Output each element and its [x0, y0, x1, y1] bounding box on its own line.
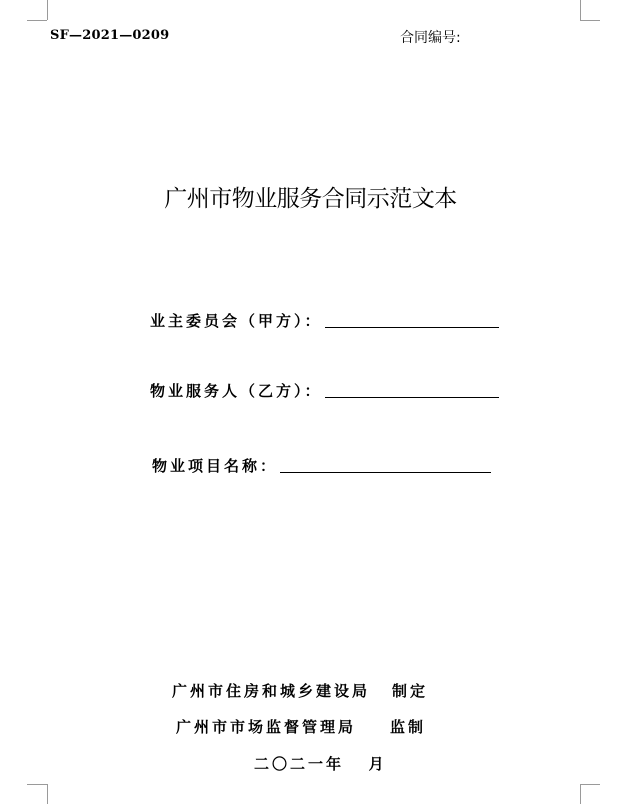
crop-mark-top-right-v: [580, 0, 581, 20]
issue-date: 二〇二一年 月: [254, 755, 387, 773]
crop-mark-bottom-left-h: [27, 784, 47, 785]
property-project-name-label: 物业项目名称：: [152, 457, 279, 475]
supervisor-name: 广州市市场监督管理局: [176, 718, 357, 736]
crop-mark-top-left-v: [47, 0, 48, 20]
property-project-name-field: [152, 455, 491, 476]
document-code: SF—2021—0209: [50, 28, 170, 43]
issuer-name: 广州市住房和城乡建设局: [172, 682, 371, 700]
owner-committee-field: [150, 310, 499, 331]
crop-mark-bottom-left-v: [47, 784, 48, 804]
property-service-provider-blank[interactable]: [325, 396, 499, 398]
crop-mark-top-left-h: [27, 20, 47, 21]
owner-committee-blank[interactable]: [325, 326, 499, 328]
property-service-provider-field: [150, 380, 499, 401]
document-title: 广州市物业服务合同示范文本: [164, 186, 457, 212]
supervisor-role: 监制: [390, 718, 427, 736]
issuer-role: 制定: [392, 682, 429, 700]
crop-mark-top-right-h: [580, 20, 600, 21]
crop-mark-bottom-right-v: [580, 784, 581, 804]
issuer-line: [172, 680, 428, 701]
owner-committee-label: 业主委员会（甲方）：: [150, 312, 323, 330]
contract-number-label: 合同编号:: [400, 30, 461, 46]
supervisor-line: [176, 716, 426, 737]
property-project-name-blank[interactable]: [280, 471, 491, 473]
crop-mark-bottom-right-h: [580, 784, 600, 785]
property-service-provider-label: 物业服务人（乙方）：: [150, 382, 323, 400]
